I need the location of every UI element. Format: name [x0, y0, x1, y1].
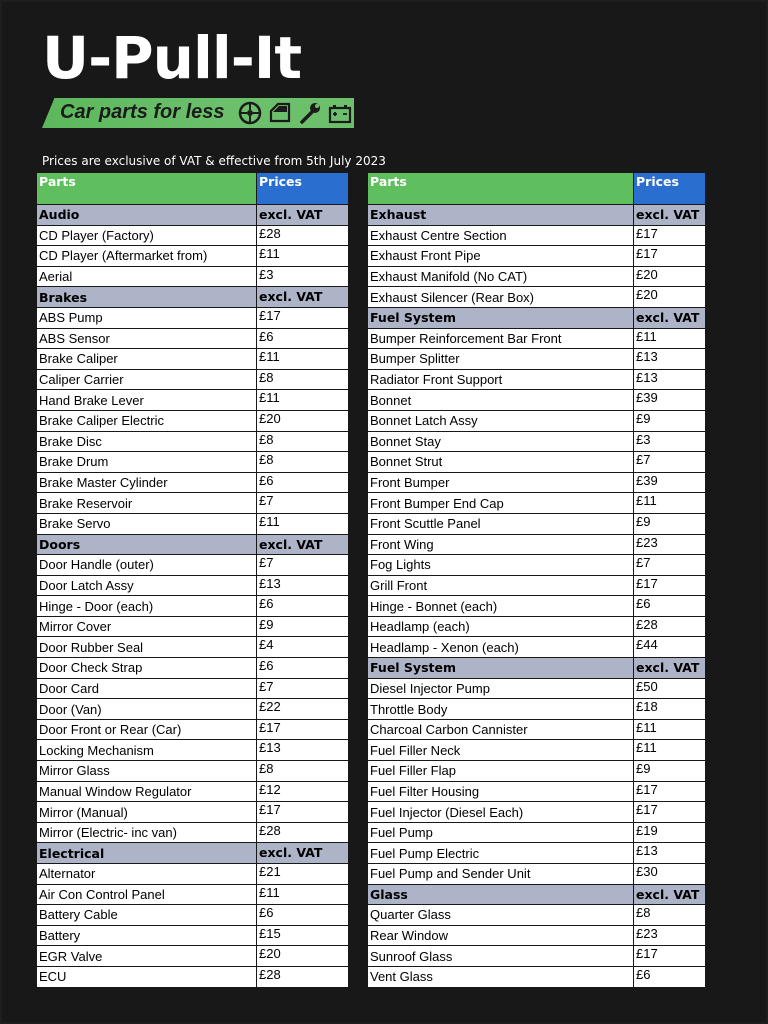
table-row: [368, 719, 706, 740]
part-price: £39: [634, 472, 706, 493]
part-name: CD Player (Factory): [37, 225, 257, 246]
part-name: Bonnet Strut: [368, 452, 634, 473]
wrench-icon: [298, 101, 322, 125]
part-price: £13: [634, 349, 706, 370]
part-price: £17: [634, 781, 706, 802]
part-price: £8: [257, 452, 349, 473]
part-name: Door Rubber Seal: [37, 637, 257, 658]
table-row: [368, 925, 706, 946]
table-row: [37, 307, 349, 328]
part-name: Battery Cable: [37, 905, 257, 926]
table-row: [37, 349, 349, 370]
part-name: Exhaust Front Pipe: [368, 246, 634, 267]
table-row: [37, 678, 349, 699]
part-name: Headlamp - Xenon (each): [368, 637, 634, 658]
part-name: Door Check Strap: [37, 658, 257, 679]
part-name: Alternator: [37, 864, 257, 885]
vat-label: excl. VAT: [634, 307, 706, 328]
part-name: Caliper Carrier: [37, 369, 257, 390]
part-name: Mirror (Manual): [37, 802, 257, 823]
table-row: [37, 966, 349, 987]
part-price: £22: [257, 699, 349, 720]
part-price: £11: [257, 246, 349, 267]
table-row: [37, 493, 349, 514]
table-row: [368, 472, 706, 493]
part-price: £11: [257, 513, 349, 534]
part-name: CD Player (Aftermarket from): [37, 246, 257, 267]
part-name: Air Con Control Panel: [37, 884, 257, 905]
table-row: [368, 802, 706, 823]
category-row: [368, 205, 706, 226]
part-price: £12: [257, 781, 349, 802]
category-name: Doors: [37, 534, 257, 555]
part-price: £6: [257, 905, 349, 926]
part-name: Exhaust Manifold (No CAT): [368, 266, 634, 287]
part-price: £6: [634, 596, 706, 617]
part-price: £11: [634, 328, 706, 349]
part-price: £13: [634, 843, 706, 864]
part-price: £17: [634, 802, 706, 823]
table-row: [37, 452, 349, 473]
table-row: [368, 369, 706, 390]
part-price: £9: [634, 513, 706, 534]
left-price-table: [36, 172, 349, 988]
category-row: [37, 843, 349, 864]
table-row: [37, 246, 349, 267]
part-name: Charcoal Carbon Cannister: [368, 719, 634, 740]
part-name: Door (Van): [37, 699, 257, 720]
table-row: [368, 946, 706, 967]
part-name: Fuel Filler Flap: [368, 761, 634, 782]
table-row: [368, 966, 706, 987]
part-price: £11: [257, 884, 349, 905]
table-row: [37, 740, 349, 761]
table-row: [368, 493, 706, 514]
part-name: Mirror Cover: [37, 616, 257, 637]
part-name: Radiator Front Support: [368, 369, 634, 390]
prices-column-header: Prices: [634, 173, 706, 205]
part-price: £13: [634, 369, 706, 390]
vat-notice: Prices are exclusive of VAT & effective from 5th July 2023: [42, 154, 386, 168]
part-price: £19: [634, 822, 706, 843]
table-row: [368, 410, 706, 431]
right-price-table: [367, 172, 706, 988]
category-row: [37, 205, 349, 226]
table-row: [368, 328, 706, 349]
category-row: [37, 534, 349, 555]
category-row: [37, 287, 349, 308]
part-price: £6: [257, 596, 349, 617]
part-price: £23: [634, 925, 706, 946]
part-name: Brake Reservoir: [37, 493, 257, 514]
table-row: [37, 905, 349, 926]
table-row: [368, 637, 706, 658]
part-price: £28: [257, 822, 349, 843]
table-row: [37, 658, 349, 679]
category-name: Electrical: [37, 843, 257, 864]
vat-label: excl. VAT: [257, 534, 349, 555]
table-row: [368, 513, 706, 534]
part-price: £28: [634, 616, 706, 637]
part-price: £44: [634, 637, 706, 658]
part-price: £9: [257, 616, 349, 637]
part-name: Front Wing: [368, 534, 634, 555]
prices-column-header: Prices: [257, 173, 349, 205]
table-row: [37, 884, 349, 905]
part-name: Bonnet: [368, 390, 634, 411]
part-name: ABS Sensor: [37, 328, 257, 349]
part-price: £8: [257, 431, 349, 452]
part-price: £8: [634, 905, 706, 926]
vat-label: excl. VAT: [634, 658, 706, 679]
part-price: £17: [257, 802, 349, 823]
part-name: Front Bumper End Cap: [368, 493, 634, 514]
table-row: [37, 369, 349, 390]
part-price: £6: [257, 472, 349, 493]
table-row: [368, 740, 706, 761]
table-row: [37, 761, 349, 782]
part-price: £15: [257, 925, 349, 946]
part-name: Front Scuttle Panel: [368, 513, 634, 534]
part-price: £6: [257, 328, 349, 349]
part-price: £17: [634, 225, 706, 246]
vat-label: excl. VAT: [634, 205, 706, 226]
table-row: [368, 761, 706, 782]
part-name: Exhaust Silencer (Rear Box): [368, 287, 634, 308]
table-row: [368, 534, 706, 555]
part-name: Grill Front: [368, 575, 634, 596]
part-name: Door Card: [37, 678, 257, 699]
category-row: [368, 658, 706, 679]
part-name: Fuel Filler Neck: [368, 740, 634, 761]
vat-label: excl. VAT: [257, 843, 349, 864]
table-row: [37, 575, 349, 596]
part-price: £3: [257, 266, 349, 287]
part-price: £20: [257, 410, 349, 431]
part-name: Bumper Splitter: [368, 349, 634, 370]
part-name: Door Front or Rear (Car): [37, 719, 257, 740]
vat-label: excl. VAT: [634, 884, 706, 905]
part-name: Brake Caliper Electric: [37, 410, 257, 431]
table-row: [37, 699, 349, 720]
part-price: £11: [634, 740, 706, 761]
part-name: Hand Brake Lever: [37, 390, 257, 411]
table-row: [37, 266, 349, 287]
part-price: £8: [257, 761, 349, 782]
part-name: Sunroof Glass: [368, 946, 634, 967]
part-name: Mirror (Electric- inc van): [37, 822, 257, 843]
part-price: £8: [257, 369, 349, 390]
table-row: [37, 410, 349, 431]
part-price: £6: [634, 966, 706, 987]
category-name: Glass: [368, 884, 634, 905]
part-name: Exhaust Centre Section: [368, 225, 634, 246]
part-price: £11: [257, 349, 349, 370]
part-name: Hinge - Door (each): [37, 596, 257, 617]
part-price: £9: [634, 761, 706, 782]
part-price: £4: [257, 637, 349, 658]
part-price: £17: [634, 246, 706, 267]
part-name: Door Handle (outer): [37, 555, 257, 576]
part-price: £6: [257, 658, 349, 679]
part-price: £23: [634, 534, 706, 555]
table-row: [37, 822, 349, 843]
part-name: Manual Window Regulator: [37, 781, 257, 802]
part-name: Fuel Pump Electric: [368, 843, 634, 864]
part-price: £28: [257, 225, 349, 246]
table-row: [368, 575, 706, 596]
part-price: £7: [634, 555, 706, 576]
part-price: £20: [634, 287, 706, 308]
table-row: [37, 472, 349, 493]
table-row: [368, 699, 706, 720]
table-row: [37, 719, 349, 740]
table-row: [368, 678, 706, 699]
category-name: Audio: [37, 205, 257, 226]
table-row: [368, 225, 706, 246]
table-row: [37, 616, 349, 637]
table-row: [368, 616, 706, 637]
table-row: [37, 781, 349, 802]
table-row: [368, 246, 706, 267]
part-price: £20: [634, 266, 706, 287]
part-price: £9: [634, 410, 706, 431]
car-door-icon: [268, 101, 292, 125]
part-name: Bonnet Stay: [368, 431, 634, 452]
part-price: £21: [257, 864, 349, 885]
table-row: [368, 452, 706, 473]
brand-logo: [42, 24, 362, 134]
part-price: £13: [257, 740, 349, 761]
part-name: Headlamp (each): [368, 616, 634, 637]
part-name: ECU: [37, 966, 257, 987]
category-name: Brakes: [37, 287, 257, 308]
part-name: Vent Glass: [368, 966, 634, 987]
part-price: £17: [257, 719, 349, 740]
part-price: £18: [634, 699, 706, 720]
tagline: Car parts for less: [60, 101, 225, 123]
part-name: Aerial: [37, 266, 257, 287]
brand-name: U-Pull-It: [42, 24, 302, 92]
table-row: [368, 431, 706, 452]
part-price: £17: [634, 946, 706, 967]
table-row: [37, 513, 349, 534]
table-header: [37, 173, 349, 205]
category-row: [368, 884, 706, 905]
vat-label: excl. VAT: [257, 205, 349, 226]
category-name: Fuel System: [368, 658, 634, 679]
part-price: £7: [257, 678, 349, 699]
table-row: [37, 637, 349, 658]
part-price: £20: [257, 946, 349, 967]
part-name: Mirror Glass: [37, 761, 257, 782]
part-name: Battery: [37, 925, 257, 946]
part-price: £11: [634, 719, 706, 740]
part-price: £7: [634, 452, 706, 473]
part-name: Diesel Injector Pump: [368, 678, 634, 699]
table-row: [37, 946, 349, 967]
part-name: Quarter Glass: [368, 905, 634, 926]
part-name: Locking Mechanism: [37, 740, 257, 761]
part-price: £11: [634, 493, 706, 514]
table-row: [368, 864, 706, 885]
part-name: Bumper Reinforcement Bar Front: [368, 328, 634, 349]
table-row: [37, 864, 349, 885]
table-row: [37, 925, 349, 946]
part-name: Brake Servo: [37, 513, 257, 534]
part-price: £7: [257, 555, 349, 576]
part-price: £13: [257, 575, 349, 596]
parts-column-header: Parts: [37, 173, 257, 205]
part-price: £17: [257, 307, 349, 328]
part-name: Front Bumper: [368, 472, 634, 493]
category-name: Fuel System: [368, 307, 634, 328]
part-name: EGR Valve: [37, 946, 257, 967]
table-header: [368, 173, 706, 205]
table-row: [368, 266, 706, 287]
part-price: £30: [634, 864, 706, 885]
part-name: Fog Lights: [368, 555, 634, 576]
table-row: [368, 390, 706, 411]
part-price: £3: [634, 431, 706, 452]
part-name: Fuel Pump and Sender Unit: [368, 864, 634, 885]
table-row: [37, 555, 349, 576]
table-row: [368, 781, 706, 802]
part-price: £50: [634, 678, 706, 699]
table-row: [368, 843, 706, 864]
category-name: Exhaust: [368, 205, 634, 226]
part-name: Brake Disc: [37, 431, 257, 452]
part-name: Hinge - Bonnet (each): [368, 596, 634, 617]
table-row: [368, 905, 706, 926]
part-name: Bonnet Latch Assy: [368, 410, 634, 431]
part-name: Brake Caliper: [37, 349, 257, 370]
part-name: Rear Window: [368, 925, 634, 946]
table-row: [37, 596, 349, 617]
part-price: £11: [257, 390, 349, 411]
table-row: [37, 802, 349, 823]
part-name: Fuel Pump: [368, 822, 634, 843]
battery-icon: [328, 101, 352, 125]
part-price: £39: [634, 390, 706, 411]
category-row: [368, 307, 706, 328]
table-row: [37, 390, 349, 411]
part-name: Fuel Injector (Diesel Each): [368, 802, 634, 823]
table-row: [37, 328, 349, 349]
table-row: [368, 596, 706, 617]
tagline-icons: [238, 100, 352, 126]
vat-label: excl. VAT: [257, 287, 349, 308]
part-name: ABS Pump: [37, 307, 257, 328]
table-row: [368, 287, 706, 308]
part-name: Fuel Filter Housing: [368, 781, 634, 802]
part-name: Door Latch Assy: [37, 575, 257, 596]
table-row: [368, 349, 706, 370]
table-row: [37, 431, 349, 452]
part-price: £17: [634, 575, 706, 596]
part-price: £7: [257, 493, 349, 514]
wheel-icon: [238, 101, 262, 125]
parts-column-header: Parts: [368, 173, 634, 205]
part-name: Brake Drum: [37, 452, 257, 473]
table-row: [368, 555, 706, 576]
part-name: Throttle Body: [368, 699, 634, 720]
part-name: Brake Master Cylinder: [37, 472, 257, 493]
table-row: [368, 822, 706, 843]
part-price: £28: [257, 966, 349, 987]
table-row: [37, 225, 349, 246]
